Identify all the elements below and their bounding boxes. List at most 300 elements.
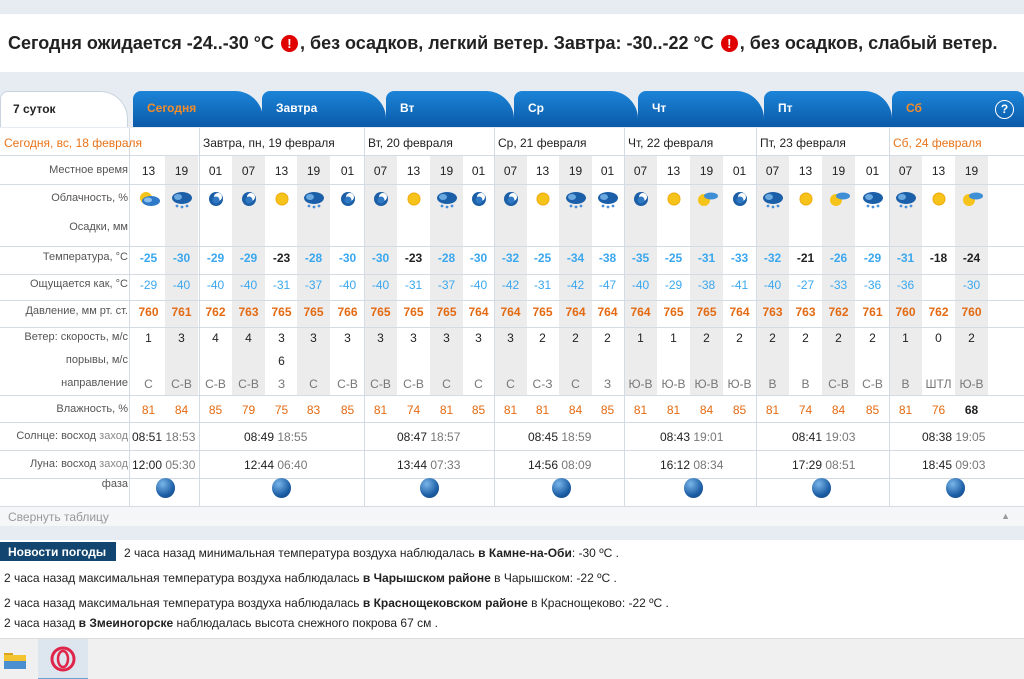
humidity-cell: 74 <box>406 403 421 417</box>
humidity-cell: 84 <box>568 403 583 417</box>
row-label-direction: направление <box>61 377 128 389</box>
tab-7-days[interactable]: 7 суток <box>0 91 128 127</box>
wind-direction-cell: С <box>474 377 483 391</box>
snow-cloud-icon <box>856 188 889 210</box>
wind-speed-cell: 2 <box>869 331 876 345</box>
wind-direction-cell: С-З <box>532 377 553 391</box>
sun-icon <box>789 188 822 210</box>
feels-like-cell: -41 <box>730 278 749 292</box>
forecast-summary <box>0 14 1024 72</box>
pressure-cell: 765 <box>303 305 324 319</box>
row-label-humidity: Влажность, % <box>56 403 128 415</box>
tab-saturday[interactable] <box>892 91 1024 127</box>
row-label-phase: фаза <box>101 478 128 490</box>
collapse-table-button[interactable] <box>0 506 1024 526</box>
time-cell: 19 <box>831 164 846 178</box>
feels-like-cell: -47 <box>598 278 617 292</box>
sun-icon-graphic <box>794 189 818 209</box>
taskbar <box>0 638 1024 679</box>
temperature-cell: -33 <box>730 251 749 265</box>
humidity-cell: 84 <box>831 403 846 417</box>
wind-speed-cell: 2 <box>539 331 546 345</box>
wind-speed-cell: 2 <box>802 331 809 345</box>
news-item-place-link[interactable]: в Змеиногорске <box>78 616 174 630</box>
clear-night-icon <box>331 188 364 210</box>
feels-like-cell: -40 <box>338 278 357 292</box>
feels-like-cell: -31 <box>533 278 552 292</box>
feels-like-cell: -40 <box>206 278 225 292</box>
wind-direction-cell: С <box>309 377 318 391</box>
humidity-cell: 81 <box>373 403 388 417</box>
sun-cloud-icon-graphic <box>960 189 984 209</box>
wind-gust-cell: 6 <box>278 354 285 368</box>
partly-cloudy-icon-graphic <box>137 189 161 209</box>
clear-night-icon-graphic <box>204 189 228 209</box>
pressure-cell: 760 <box>895 305 916 319</box>
wind-speed-cell: 2 <box>769 331 776 345</box>
wind-speed-cell: 1 <box>902 331 909 345</box>
time-cell: 19 <box>174 164 189 178</box>
snow-cloud-icon-graphic <box>302 189 326 209</box>
day-header[interactable]: Чт, 22 февраля <box>628 136 714 150</box>
temperature-cell: -35 <box>631 251 650 265</box>
feels-like-cell: -37 <box>437 278 456 292</box>
row-divider <box>0 274 1024 275</box>
pressure-cell: 761 <box>171 305 192 319</box>
moon-phase-icon <box>684 478 703 498</box>
time-cell: 13 <box>798 164 813 178</box>
clear-night-icon <box>199 188 232 210</box>
time-cell: 19 <box>699 164 714 178</box>
sun-cloud-icon <box>955 188 988 210</box>
sun-rise-time: 08:51 <box>132 430 163 444</box>
feels-like-cell: -42 <box>566 278 585 292</box>
humidity-cell: 85 <box>732 403 747 417</box>
moon-set-time: 06:40 <box>277 458 308 472</box>
news-item-text: 2 часа назад максимальная температура воздуха наблюдалась <box>4 571 363 585</box>
pressure-cell: 765 <box>370 305 391 319</box>
snow-cloud-icon-graphic <box>861 189 885 209</box>
clear-night-icon-graphic <box>499 189 523 209</box>
sun-icon <box>922 188 955 210</box>
sun-icon <box>397 188 430 210</box>
wind-speed-cell: 2 <box>968 331 975 345</box>
clear-night-icon-graphic <box>369 189 393 209</box>
warning-icon[interactable]: ! <box>721 35 738 52</box>
sun-cloud-icon <box>690 188 723 210</box>
moon-rise-time: 12:44 <box>244 458 275 472</box>
sun-icon <box>657 188 690 210</box>
tab-thursday[interactable]: Чт <box>638 91 764 127</box>
snow-cloud-icon <box>297 188 330 210</box>
humidity-cell: 81 <box>503 403 518 417</box>
snow-cloud-icon-graphic <box>894 189 918 209</box>
pressure-cell: 764 <box>630 305 651 319</box>
sun-rise-time: 08:41 <box>792 430 823 444</box>
feels-like-cell: -31 <box>272 278 291 292</box>
wind-direction-cell: В <box>768 377 777 391</box>
pressure-cell: 760 <box>138 305 159 319</box>
snow-cloud-icon <box>756 188 789 210</box>
feels-like-cell: -33 <box>829 278 848 292</box>
moon-phase-icon <box>552 478 571 498</box>
wind-speed-cell: 1 <box>637 331 644 345</box>
wind-direction-cell: Ю-В <box>694 377 719 391</box>
temperature-cell: -21 <box>796 251 815 265</box>
row-label-feels: Ощущается как, °C <box>29 278 128 290</box>
sun-times <box>660 430 723 444</box>
wind-direction-cell: С-В <box>238 377 259 391</box>
temperature-cell: -38 <box>598 251 617 265</box>
feels-like-cell: -40 <box>172 278 191 292</box>
temperature-cell: -24 <box>962 251 981 265</box>
time-cell: 07 <box>765 164 780 178</box>
feels-like-cell: -37 <box>304 278 323 292</box>
snow-cloud-icon <box>430 188 463 210</box>
pressure-cell: 762 <box>928 305 949 319</box>
temperature-cell: -29 <box>239 251 258 265</box>
news-item-text: 2 часа назад минимальная температура воздуха наблюдалась <box>124 546 479 560</box>
day-header[interactable]: Сб, 24 февраля <box>893 136 982 150</box>
day-header[interactable]: Завтра, пн, 19 февраля <box>203 136 335 150</box>
temperature-cell: -23 <box>404 251 423 265</box>
sun-rise-time: 08:43 <box>660 430 691 444</box>
news-item <box>124 546 619 560</box>
humidity-cell: 85 <box>865 403 880 417</box>
sun-icon-graphic <box>531 189 555 209</box>
wind-direction-cell: С-В <box>370 377 391 391</box>
tab-tomorrow[interactable]: Завтра <box>262 91 386 127</box>
snow-cloud-icon <box>559 188 592 210</box>
wind-speed-cell: 2 <box>604 331 611 345</box>
pressure-cell: 762 <box>828 305 849 319</box>
pressure-cell: 764 <box>500 305 521 319</box>
wind-speed-cell: 3 <box>443 331 450 345</box>
pressure-cell: 761 <box>862 305 883 319</box>
humidity-cell: 81 <box>666 403 681 417</box>
feels-like-cell: -42 <box>501 278 520 292</box>
moon-rise-time: 18:45 <box>922 458 953 472</box>
time-cell: 01 <box>600 164 615 178</box>
time-cell: 07 <box>898 164 913 178</box>
moon-times <box>792 458 855 472</box>
clear-night-icon <box>723 188 756 210</box>
moon-times <box>660 458 723 472</box>
wind-direction-cell: С <box>506 377 515 391</box>
moon-set-time: 09:03 <box>955 458 986 472</box>
temperature-cell: -25 <box>664 251 683 265</box>
wind-speed-cell: 4 <box>245 331 252 345</box>
wind-direction-cell: С <box>442 377 451 391</box>
humidity-cell: 81 <box>439 403 454 417</box>
news-item-place-link[interactable]: в Камне-на-Оби <box>478 546 572 560</box>
wind-direction-cell: С-В <box>171 377 192 391</box>
feels-like-cell: -29 <box>139 278 158 292</box>
warning-icon[interactable]: ! <box>281 35 298 52</box>
news-item-tail: : -30 ºС . <box>571 546 619 560</box>
time-cell: 19 <box>306 164 321 178</box>
tab-today[interactable]: Сегодня <box>133 91 263 127</box>
row-divider <box>0 327 1024 328</box>
sun-icon-graphic <box>662 189 686 209</box>
collapse-label: Свернуть таблицу <box>8 510 109 524</box>
pressure-cell: 760 <box>961 305 982 319</box>
summary-tail: , без осадков, слабый ветер. <box>739 32 998 53</box>
temperature-cell: -23 <box>272 251 291 265</box>
wind-direction-cell: Ю-В <box>959 377 984 391</box>
sun-set-time: 18:59 <box>561 430 592 444</box>
wind-direction-cell: З <box>603 377 612 391</box>
humidity-cell: 68 <box>964 403 979 417</box>
humidity-cell: 85 <box>600 403 615 417</box>
opera-icon <box>38 639 88 679</box>
snow-cloud-icon-graphic <box>170 189 194 209</box>
temperature-cell: -29 <box>863 251 882 265</box>
wind-direction-cell: Ю-В <box>727 377 752 391</box>
humidity-cell: 74 <box>798 403 813 417</box>
moon-rise-time: 14:56 <box>528 458 559 472</box>
sun-set-time: 18:53 <box>165 430 196 444</box>
humidity-cell: 75 <box>274 403 289 417</box>
moon-phase-icon <box>812 478 831 498</box>
time-cell: 13 <box>406 164 421 178</box>
news-item-tail: в Чарышском: -22 ºС . <box>490 571 617 585</box>
clear-night-icon-graphic <box>336 189 360 209</box>
row-label-time: Местное время <box>49 164 128 176</box>
humidity-cell: 81 <box>898 403 913 417</box>
sun-icon-graphic <box>927 189 951 209</box>
row-divider <box>0 422 1024 423</box>
feels-like-cell: -38 <box>697 278 716 292</box>
snow-cloud-icon <box>889 188 922 210</box>
weather-news <box>0 540 1024 638</box>
wind-direction-cell: В <box>901 377 910 391</box>
collapse-arrow-icon: ▲ <box>1001 511 1010 521</box>
time-cell: 01 <box>865 164 880 178</box>
humidity-cell: 84 <box>699 403 714 417</box>
humidity-cell: 81 <box>765 403 780 417</box>
moon-phase-icon <box>156 478 175 498</box>
summary-today: Сегодня ожидается -24..-30 °C <box>8 32 274 53</box>
clear-night-icon-graphic <box>467 189 491 209</box>
row-label-precip: Осадки, мм <box>69 221 128 233</box>
temperature-cell: -30 <box>172 251 191 265</box>
pressure-cell: 765 <box>403 305 424 319</box>
time-cell: 19 <box>964 164 979 178</box>
temperature-cell: -26 <box>829 251 848 265</box>
wind-direction-cell: ШТЛ <box>925 377 952 391</box>
pressure-cell: 766 <box>337 305 358 319</box>
sun-cloud-icon-graphic <box>695 189 719 209</box>
wind-speed-cell: 2 <box>835 331 842 345</box>
row-label-gusts: порывы, м/с <box>65 354 128 366</box>
pressure-cell: 765 <box>696 305 717 319</box>
summary-tomorrow: , без осадков, легкий ветер. Завтра: -30..-22 °C <box>299 32 714 53</box>
help-icon[interactable]: ? <box>995 100 1014 119</box>
wind-speed-cell: 3 <box>410 331 417 345</box>
sun-set-time: 19:05 <box>955 430 986 444</box>
news-item-place-link[interactable]: в Краснощековском районе <box>362 596 528 610</box>
moon-set-time: 07:33 <box>430 458 461 472</box>
moon-phase-icon <box>420 478 439 498</box>
snow-cloud-icon-graphic <box>435 189 459 209</box>
feels-like-cell: -40 <box>469 278 488 292</box>
humidity-cell: 85 <box>471 403 486 417</box>
temperature-cell: -18 <box>929 251 948 265</box>
wind-speed-cell: 2 <box>736 331 743 345</box>
time-cell: 01 <box>471 164 486 178</box>
pressure-cell: 763 <box>238 305 259 319</box>
moon-times <box>132 458 195 472</box>
time-cell: 01 <box>208 164 223 178</box>
humidity-cell: 81 <box>633 403 648 417</box>
day-header[interactable]: Пт, 23 февраля <box>760 136 846 150</box>
sun-rise-time: 08:38 <box>922 430 953 444</box>
clear-night-icon-graphic <box>629 189 653 209</box>
humidity-cell: 83 <box>306 403 321 417</box>
row-divider <box>0 155 1024 156</box>
pressure-cell: 765 <box>663 305 684 319</box>
time-cell: 07 <box>373 164 388 178</box>
temperature-cell: -32 <box>501 251 520 265</box>
humidity-cell: 81 <box>535 403 550 417</box>
wind-direction-cell: С-В <box>862 377 883 391</box>
clear-night-icon <box>232 188 265 210</box>
sun-times <box>397 430 460 444</box>
tab-wednesday[interactable]: Ср <box>514 91 638 127</box>
snow-cloud-icon-graphic <box>761 189 785 209</box>
clear-night-icon-graphic <box>237 189 261 209</box>
wind-speed-cell: 2 <box>703 331 710 345</box>
moon-times <box>397 458 460 472</box>
forecast-table <box>0 128 1024 506</box>
clear-night-icon <box>494 188 527 210</box>
wind-direction-cell: С-В <box>337 377 358 391</box>
sun-times <box>244 430 307 444</box>
moon-times <box>922 458 985 472</box>
tab-friday[interactable]: Пт <box>764 91 892 127</box>
temperature-cell: -34 <box>566 251 585 265</box>
clear-night-icon <box>462 188 495 210</box>
moon-rise-time: 13:44 <box>397 458 428 472</box>
pressure-cell: 763 <box>762 305 783 319</box>
day-header[interactable]: Ср, 21 февраля <box>498 136 587 150</box>
feels-like-cell: -29 <box>664 278 683 292</box>
wind-speed-cell: 3 <box>310 331 317 345</box>
temperature-cell: -28 <box>437 251 456 265</box>
sun-cloud-icon <box>822 188 855 210</box>
temperature-cell: -32 <box>763 251 782 265</box>
humidity-cell: 85 <box>340 403 355 417</box>
news-item <box>4 616 438 630</box>
sun-times <box>528 430 591 444</box>
wind-direction-cell: В <box>801 377 810 391</box>
day-header[interactable]: Вт, 20 февраля <box>368 136 453 150</box>
row-divider <box>0 395 1024 396</box>
temperature-cell: -30 <box>371 251 390 265</box>
tab-saturday-label: Сб <box>906 101 922 115</box>
row-label-temp: Температура, °C <box>42 251 128 263</box>
moon-times <box>244 458 307 472</box>
wind-direction-cell: С-В <box>403 377 424 391</box>
moon-set-time: 08:34 <box>693 458 724 472</box>
browser-taskbar-button[interactable] <box>38 639 88 679</box>
wind-direction-cell: С <box>571 377 580 391</box>
moon-set-time: 08:51 <box>825 458 856 472</box>
pressure-cell: 762 <box>205 305 226 319</box>
news-item-tail: наблюдалась высота снежного покрова 67 см . <box>173 616 439 630</box>
folder-icon[interactable] <box>4 651 26 669</box>
time-cell: 13 <box>535 164 550 178</box>
pressure-cell: 763 <box>795 305 816 319</box>
news-badge[interactable]: Новости погоды <box>0 542 116 561</box>
news-item-tail: в Краснощеково: -22 ºС . <box>527 596 669 610</box>
temperature-cell: -28 <box>304 251 323 265</box>
moon-phase-icon <box>946 478 965 498</box>
feels-like-cell: -31 <box>404 278 423 292</box>
row-divider <box>0 478 1024 479</box>
wind-direction-cell: С <box>144 377 153 391</box>
sun-cloud-icon-graphic <box>827 189 851 209</box>
day-divider <box>129 128 130 506</box>
pressure-cell: 765 <box>532 305 553 319</box>
day-header[interactable]: Сегодня, вс, 18 февраля <box>4 136 143 150</box>
wind-speed-cell: 4 <box>212 331 219 345</box>
sun-times <box>922 430 985 444</box>
wind-speed-cell: 3 <box>377 331 384 345</box>
time-cell: 13 <box>274 164 289 178</box>
news-item-text: 2 часа назад максимальная температура воздуха наблюдалась <box>4 596 363 610</box>
row-label-sun-rise: Солнце: восход <box>16 430 100 442</box>
wind-speed-cell: 3 <box>475 331 482 345</box>
humidity-cell: 81 <box>141 403 156 417</box>
wind-direction-cell: С-В <box>828 377 849 391</box>
wind-direction-cell: С-В <box>205 377 226 391</box>
row-label-moon <box>0 458 128 470</box>
wind-direction-cell: З <box>277 377 286 391</box>
feels-like-cell: -36 <box>896 278 915 292</box>
temperature-cell: -25 <box>139 251 158 265</box>
row-divider <box>0 300 1024 301</box>
temperature-cell: -30 <box>469 251 488 265</box>
humidity-cell: 85 <box>208 403 223 417</box>
news-item-place-link[interactable]: в Чарышском районе <box>362 571 491 585</box>
tab-tuesday[interactable]: Вт <box>386 91 514 127</box>
row-label-pressure: Давление, мм рт. ст. <box>25 305 128 317</box>
sun-rise-time: 08:45 <box>528 430 559 444</box>
time-cell: 01 <box>340 164 355 178</box>
sun-rise-time: 08:49 <box>244 430 275 444</box>
humidity-cell: 84 <box>174 403 189 417</box>
snow-cloud-icon-graphic <box>564 189 588 209</box>
feels-like-cell: -36 <box>863 278 882 292</box>
snow-cloud-icon <box>165 188 198 210</box>
row-label-sun <box>0 430 128 442</box>
clear-night-icon <box>624 188 657 210</box>
row-label-cloud: Облачность, % <box>51 192 128 204</box>
sun-icon-graphic <box>402 189 426 209</box>
row-divider <box>0 246 1024 247</box>
wind-speed-cell: 3 <box>507 331 514 345</box>
row-divider <box>0 450 1024 451</box>
temperature-cell: -31 <box>697 251 716 265</box>
feels-like-cell: -40 <box>631 278 650 292</box>
sun-rise-time: 08:47 <box>397 430 428 444</box>
row-label-wind-speed: Ветер: скорость, м/с <box>24 331 128 343</box>
moon-rise-time: 16:12 <box>660 458 691 472</box>
moon-set-time: 05:30 <box>165 458 196 472</box>
time-cell: 19 <box>439 164 454 178</box>
